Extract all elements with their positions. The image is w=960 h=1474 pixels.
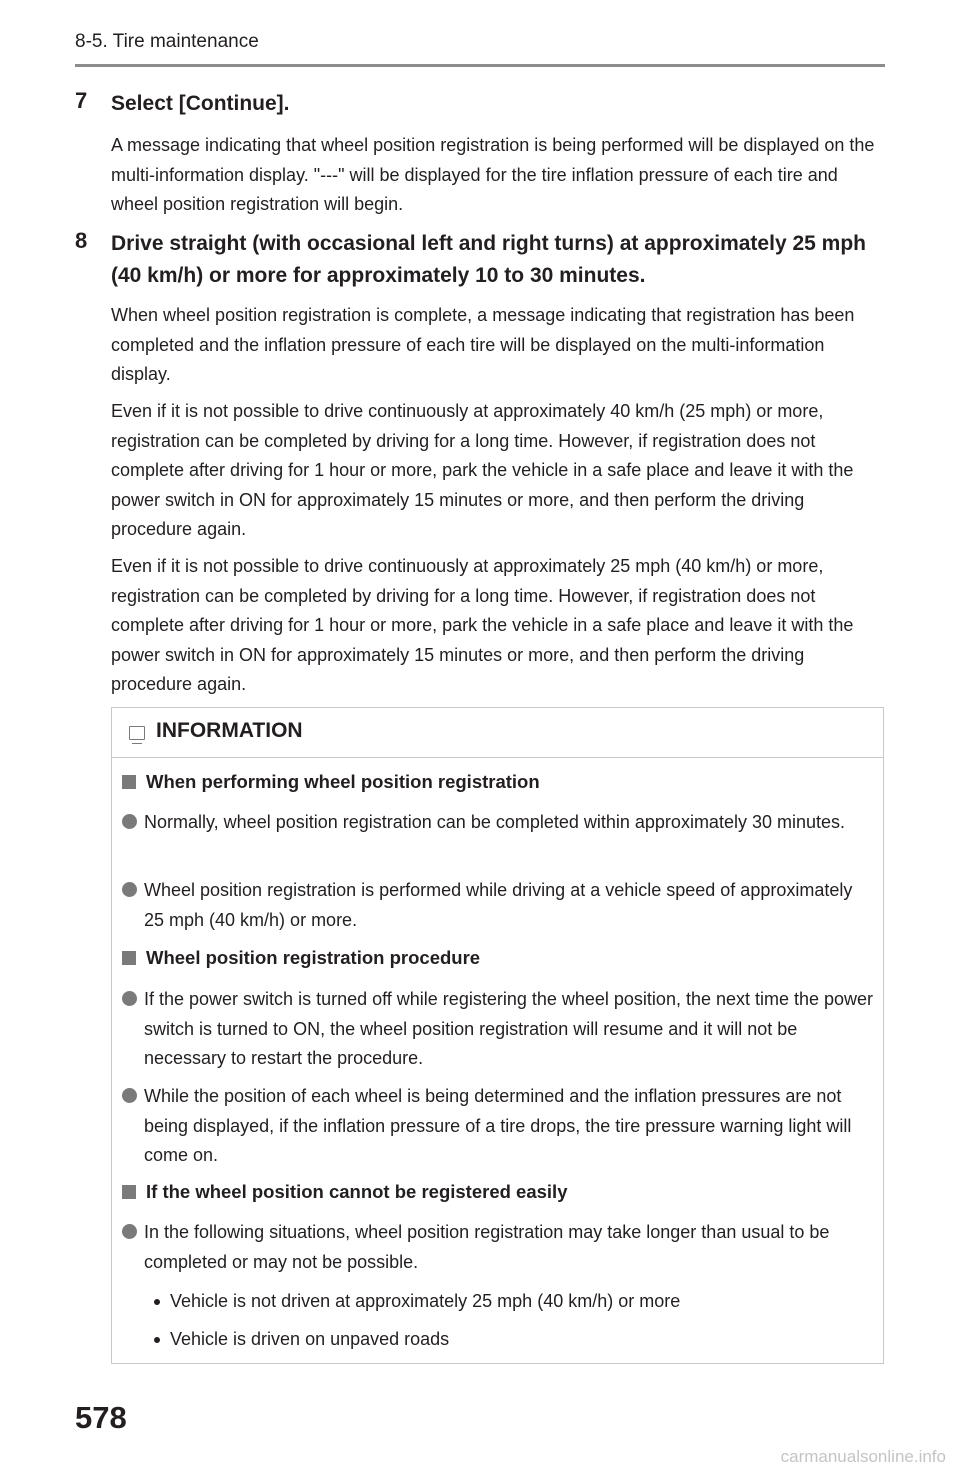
section-square-icon bbox=[122, 775, 136, 789]
information-box bbox=[111, 707, 884, 1364]
info-section-heading bbox=[122, 947, 872, 969]
bullet-text: Wheel position registration is performed while driving at a vehicle speed of approximately 25 mph (40 km/h) or more. bbox=[144, 880, 853, 930]
info-sub-bullet bbox=[170, 1287, 870, 1317]
bullet-text: In the following situations, wheel position registration may take longer than usual to be completed or may not be possible. bbox=[144, 1222, 830, 1272]
bullet-dot-icon bbox=[122, 991, 137, 1006]
step-7-body: A message indicating that wheel position registration is being performed will be displayed on the multi-information display. "---" will be displayed for the tire inflation pressure of each tire and wheel position registration will begin. bbox=[111, 135, 875, 214]
bullet-dot-icon bbox=[122, 814, 137, 829]
step-number: 8 bbox=[75, 228, 88, 253]
information-title: INFORMATION bbox=[156, 719, 303, 742]
section-header: 8-5. Tire maintenance bbox=[75, 31, 259, 52]
sub-bullet-text: Vehicle is not driven at approximately 25 mph (40 km/h) or more bbox=[170, 1291, 681, 1311]
section-square-icon bbox=[122, 951, 136, 965]
bullet-text: While the position of each wheel is being determined and the inflation pressures are not being displayed, if the inflation pressure of a tire drops, the tire pressure warning light will come on. bbox=[144, 1086, 852, 1165]
info-section-heading bbox=[122, 771, 872, 793]
step-8 bbox=[75, 228, 885, 292]
bullet-text: Normally, wheel position registration can be completed within approximately 30 minutes. bbox=[144, 812, 846, 832]
bullet-dot-icon bbox=[122, 1224, 137, 1239]
info-bullet bbox=[144, 808, 874, 838]
step-7 bbox=[75, 88, 885, 120]
section-heading-text: When performing wheel position registration bbox=[146, 771, 540, 792]
information-header bbox=[112, 708, 883, 758]
bullet-dot-icon bbox=[122, 1088, 137, 1103]
watermark: carmanualsonline.info bbox=[780, 1447, 946, 1466]
step-number: 7 bbox=[75, 88, 88, 113]
page-number: 578 bbox=[75, 1400, 127, 1435]
bullet-dot-icon bbox=[122, 882, 137, 897]
info-bullet bbox=[144, 1218, 874, 1277]
info-sub-bullet bbox=[170, 1325, 870, 1355]
info-section-heading bbox=[122, 1181, 872, 1203]
step-8-paragraph-2: Even if it is not possible to drive continuously at approximately 40 km/h (25 mph) or more, registration can be completed by driving for a long time. However, if registration does not complete after driving for 1 hour or more, park the vehicle in a safe place and leave it with the power switch in ON for approximately 15 minutes or more, and then perform the driving procedure again. bbox=[111, 401, 854, 539]
sub-bullet-text: Vehicle is driven on unpaved roads bbox=[170, 1329, 450, 1349]
sub-bullet-dot-icon bbox=[154, 1299, 160, 1305]
section-heading-text: Wheel position registration procedure bbox=[146, 947, 481, 968]
header-divider bbox=[75, 64, 885, 67]
information-icon bbox=[129, 726, 145, 740]
section-heading-text: If the wheel position cannot be registered easily bbox=[146, 1181, 568, 1202]
bullet-text: If the power switch is turned off while registering the wheel position, the next time the power switch is turned to ON, the wheel position registration will resume and it will not be necessary to restart the procedure. bbox=[144, 989, 874, 1068]
section-square-icon bbox=[122, 1185, 136, 1199]
step-title: Select [Continue]. bbox=[111, 92, 290, 115]
step-8-paragraph-1: When wheel position registration is complete, a message indicating that registration has been completed and the inflation pressure of each tire will be displayed on the multi-information display. bbox=[111, 305, 855, 384]
info-bullet bbox=[144, 876, 874, 935]
sub-bullet-dot-icon bbox=[154, 1337, 160, 1343]
info-bullet bbox=[144, 1082, 874, 1171]
step-8-paragraph-3: Even if it is not possible to drive continuously at approximately 25 mph (40 km/h) or more, registration can be completed by driving for a long time. However, if registration does not complete after driving for 1 hour or more, park the vehicle in a safe place and leave it with the power switch in ON for approximately 15 minutes or more, and then perform the driving procedure again. bbox=[111, 556, 854, 694]
step-title: Drive straight (with occasional left and right turns) at approximately 25 mph (40 km/h) or more for approximately 10 to 30 minutes. bbox=[111, 232, 866, 287]
info-bullet bbox=[144, 985, 874, 1074]
